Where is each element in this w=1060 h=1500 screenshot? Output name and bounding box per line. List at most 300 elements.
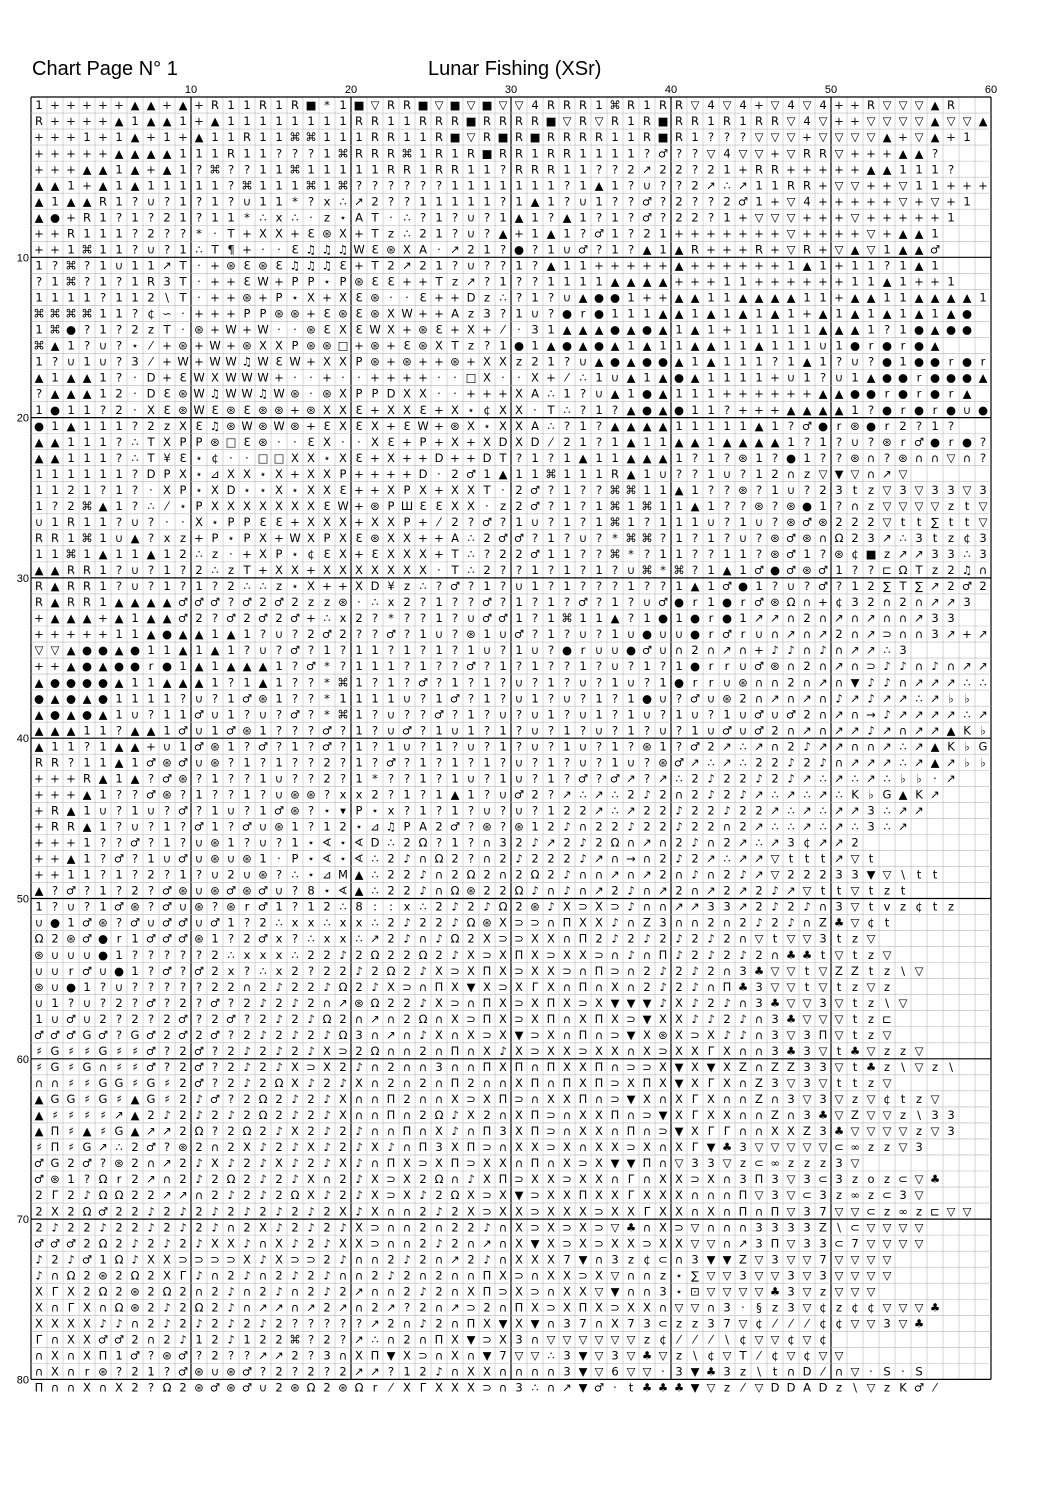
stitch-symbol: r (837, 419, 842, 433)
stitch-symbol: ? (484, 771, 490, 785)
stitch-symbol: 2 (483, 531, 490, 545)
stitch-symbol: ∩ (755, 1204, 763, 1218)
stitch-symbol: Ɛ (243, 403, 250, 417)
stitch-symbol: ▽ (867, 1268, 876, 1282)
stitch-symbol: 2 (227, 1044, 234, 1058)
stitch-symbol: ⊃ (466, 1092, 476, 1106)
stitch-symbol: 1 (99, 755, 106, 769)
stitch-symbol: ▲ (35, 739, 44, 753)
stitch-symbol: ∪ (195, 916, 203, 930)
stitch-symbol: ⊛ (306, 323, 316, 337)
stitch-symbol: ▲ (931, 755, 940, 769)
stitch-symbol: + (274, 531, 284, 545)
stitch-symbol: ? (308, 707, 314, 721)
stitch-symbol: t (917, 868, 922, 882)
stitch-symbol: ♪ (211, 1220, 218, 1234)
stitch-symbol: ▼ (707, 1140, 716, 1154)
stitch-symbol: 2 (99, 1012, 106, 1026)
stitch-symbol: t (821, 852, 826, 866)
stitch-symbol: Z (755, 1092, 763, 1106)
stitch-symbol: 2 (131, 1172, 138, 1186)
stitch-symbol: ? (228, 1028, 234, 1042)
stitch-symbol: 2 (179, 1300, 186, 1314)
stitch-symbol: 1 (547, 595, 554, 609)
stitch-symbol: 1 (803, 323, 810, 337)
stitch-symbol: X (451, 435, 459, 449)
stitch-symbol: ⊛ (290, 1381, 300, 1395)
stitch-symbol: z (836, 1188, 842, 1202)
stitch-symbol: ¢ (707, 1349, 714, 1363)
stitch-symbol: ♂ (258, 884, 268, 898)
stitch-symbol: ∪ (147, 916, 155, 930)
stitch-symbol: ∪ (211, 707, 219, 721)
stitch-symbol: + (434, 291, 444, 305)
stitch-symbol: K (851, 787, 859, 801)
stitch-symbol: ♪ (355, 1156, 362, 1170)
stitch-symbol: ¢ (867, 1300, 874, 1314)
stitch-symbol: ? (212, 1060, 218, 1074)
stitch-symbol: A (531, 387, 539, 401)
stitch-symbol: ? (772, 499, 778, 513)
stitch-symbol: X (275, 563, 283, 577)
stitch-symbol: ⌘ (609, 547, 621, 561)
stitch-symbol: ∴ (323, 916, 330, 930)
stitch-symbol: G (67, 1092, 76, 1106)
stitch-symbol: 1 (755, 355, 762, 369)
stitch-symbol: ▲ (51, 611, 60, 625)
stitch-symbol: r (917, 387, 922, 401)
stitch-symbol: 1 (531, 178, 538, 192)
stitch-symbol: ? (548, 739, 554, 753)
stitch-symbol: ▲ (915, 226, 924, 240)
stitch-symbol: ∴ (467, 531, 474, 545)
stitch-symbol: ▲ (659, 419, 668, 433)
stitch-symbol: ∴ (259, 579, 266, 593)
stitch-symbol: z (148, 323, 154, 337)
stitch-symbol: ● (130, 659, 140, 673)
stitch-symbol: 1 (675, 339, 682, 353)
stitch-symbol: ▲ (67, 611, 76, 625)
stitch-symbol: Ɛ (275, 515, 282, 529)
stitch-symbol: 1 (211, 210, 218, 224)
stitch-symbol: W (273, 419, 284, 433)
stitch-symbol: 2 (355, 948, 362, 962)
stitch-symbol: + (50, 130, 60, 144)
stitch-symbol: X (531, 1012, 539, 1026)
stitch-symbol: ♪ (323, 1236, 330, 1250)
stitch-symbol: ∩ (419, 1124, 427, 1138)
stitch-symbol: 1 (803, 291, 810, 305)
stitch-symbol: 2 (595, 836, 602, 850)
stitch-symbol: ∩ (787, 611, 795, 625)
stitch-symbol: ? (628, 595, 634, 609)
stitch-symbol: r (885, 419, 890, 433)
stitch-symbol: 1 (323, 162, 330, 176)
stitch-symbol: ▽ (611, 1332, 620, 1346)
stitch-symbol: W (337, 499, 348, 513)
stitch-symbol: + (194, 98, 204, 112)
stitch-symbol: ∩ (51, 1332, 59, 1346)
stitch-symbol: Π (387, 1156, 396, 1170)
stitch-symbol: ? (548, 691, 554, 705)
stitch-symbol: ▽ (883, 515, 892, 529)
stitch-symbol: + (50, 659, 60, 673)
stitch-symbol: R (35, 595, 43, 609)
stitch-symbol: + (210, 291, 220, 305)
stitch-symbol: ▲ (51, 723, 60, 737)
stitch-symbol: ↗ (306, 1300, 316, 1314)
stitch-symbol: Ω (35, 932, 44, 946)
stitch-symbol: ∩ (291, 1300, 299, 1314)
stitch-symbol: ♪ (675, 852, 682, 866)
stitch-symbol: X (371, 1188, 379, 1202)
stitch-symbol: ♪ (291, 1172, 298, 1186)
symbol-row (35, 1092, 940, 1106)
stitch-symbol: ▲ (67, 194, 76, 208)
stitch-symbol: P (372, 387, 379, 401)
stitch-symbol: ∩ (243, 1300, 251, 1314)
stitch-symbol: X (163, 483, 171, 497)
stitch-symbol: 3 (611, 1349, 618, 1363)
stitch-symbol: ⊛ (322, 387, 332, 401)
stitch-symbol: ♂ (162, 900, 172, 914)
stitch-symbol: ∩ (643, 852, 651, 866)
stitch-symbol: ? (116, 210, 122, 224)
stitch-symbol: ▲ (83, 691, 92, 705)
stitch-symbol: 2 (499, 852, 506, 866)
stitch-symbol: 2 (547, 820, 554, 834)
stitch-symbol: ? (596, 435, 602, 449)
stitch-symbol: ∩ (515, 1365, 523, 1379)
stitch-symbol: Π (451, 1156, 460, 1170)
stitch-symbol: ⊛ (802, 531, 812, 545)
stitch-symbol: X (643, 1092, 651, 1106)
stitch-symbol: ↗ (818, 836, 828, 850)
stitch-symbol: ♪ (483, 1220, 490, 1234)
stitch-symbol: ∴ (787, 820, 794, 834)
stitch-symbol: ∑ (691, 1268, 699, 1282)
stitch-symbol: ▲ (819, 307, 828, 321)
stitch-symbol: 3 (931, 1108, 938, 1122)
stitch-symbol: z (484, 291, 490, 305)
stitch-symbol: X (691, 1124, 699, 1138)
stitch-symbol: ▲ (611, 275, 620, 289)
stitch-symbol: ▲ (851, 291, 860, 305)
stitch-symbol: ? (628, 739, 634, 753)
stitch-symbol: ∪ (243, 194, 251, 208)
stitch-symbol: G (83, 1028, 92, 1042)
stitch-symbol: ? (548, 643, 554, 657)
stitch-symbol: ▲ (547, 258, 556, 272)
stitch-symbol: R (67, 595, 75, 609)
stitch-symbol: ∪ (611, 371, 619, 385)
stitch-symbol: ∩ (627, 836, 635, 850)
stitch-symbol: ⊛ (370, 355, 380, 369)
stitch-symbol: R (803, 146, 811, 160)
stitch-symbol: 1 (99, 900, 106, 914)
stitch-symbol: ? (612, 691, 618, 705)
stitch-symbol: Ɛ (323, 323, 330, 337)
stitch-symbol: 3 (323, 1349, 330, 1363)
stitch-symbol: r (901, 339, 906, 353)
stitch-symbol: ∩ (371, 1028, 379, 1042)
stitch-symbol: ♂ (194, 739, 204, 753)
stitch-symbol: ∪ (211, 1365, 219, 1379)
stitch-symbol: X (275, 467, 283, 481)
stitch-symbol: X (259, 226, 267, 240)
stitch-symbol: ▽ (867, 932, 876, 946)
stitch-symbol: 2 (627, 787, 634, 801)
stitch-symbol: ♂ (322, 627, 332, 641)
stitch-symbol: ♪ (259, 1156, 266, 1170)
stitch-symbol: t (773, 1365, 778, 1379)
stitch-symbol: · (229, 451, 233, 465)
stitch-symbol: X (547, 932, 555, 946)
stitch-symbol: ▲ (83, 371, 92, 385)
stitch-symbol: 2 (275, 611, 282, 625)
stitch-symbol: Ɛ (419, 499, 426, 513)
stitch-symbol: 1 (707, 419, 714, 433)
stitch-symbol: ∩ (499, 1236, 507, 1250)
stitch-symbol: Ω (515, 884, 524, 898)
stitch-symbol: ∪ (659, 627, 667, 641)
stitch-symbol: R (675, 114, 683, 128)
symbol-row (35, 996, 908, 1010)
symbol-row (35, 403, 988, 417)
stitch-symbol: + (194, 339, 204, 353)
stitch-symbol: ● (114, 964, 124, 978)
stitch-symbol: 3 (435, 1140, 442, 1154)
stitch-symbol: ? (724, 499, 730, 513)
stitch-symbol: ↗ (818, 739, 828, 753)
stitch-symbol: ? (308, 723, 314, 737)
stitch-symbol: ∩ (739, 932, 747, 946)
stitch-symbol: ⊃ (530, 916, 540, 930)
stitch-symbol: 1 (499, 659, 506, 673)
stitch-symbol: ? (724, 531, 730, 545)
stitch-symbol: + (402, 435, 412, 449)
stitch-symbol: ▲ (691, 323, 700, 337)
stitch-symbol: ⋆ (211, 515, 218, 529)
stitch-symbol: 1 (67, 339, 74, 353)
stitch-symbol: ∪ (771, 707, 779, 721)
stitch-symbol: ♯ (164, 1076, 170, 1090)
stitch-symbol: R (515, 130, 523, 144)
stitch-symbol: ? (452, 595, 458, 609)
stitch-symbol: z (180, 531, 186, 545)
stitch-symbol: + (146, 130, 156, 144)
stitch-symbol: 1 (963, 130, 970, 144)
stitch-symbol: ⋆ (339, 836, 346, 850)
stitch-symbol: ? (692, 467, 698, 481)
stitch-symbol: ⋆ (307, 868, 314, 882)
stitch-symbol: 3 (819, 1060, 826, 1074)
stitch-symbol: ▽ (803, 1284, 812, 1298)
stitch-symbol: 1 (291, 739, 298, 753)
stitch-symbol: 2 (755, 755, 762, 769)
stitch-symbol: ⊃ (626, 1060, 636, 1074)
stitch-symbol: 1 (851, 275, 858, 289)
stitch-symbol: ? (548, 307, 554, 321)
stitch-symbol: ♪ (515, 852, 522, 866)
stitch-symbol: P (228, 515, 235, 529)
stitch-symbol: · (501, 483, 505, 497)
stitch-symbol: 1 (131, 964, 138, 978)
stitch-symbol: ⊛ (722, 691, 732, 705)
stitch-symbol: ♪ (675, 948, 682, 962)
stitch-symbol: ▲ (51, 595, 60, 609)
stitch-symbol: ▲ (595, 355, 604, 369)
stitch-symbol: X (467, 1381, 475, 1395)
stitch-symbol: ♫ (306, 242, 316, 256)
stitch-symbol: ♪ (355, 1060, 362, 1074)
stitch-symbol: ⊃ (882, 627, 892, 641)
stitch-symbol: 3 (947, 611, 954, 625)
stitch-symbol: 2 (67, 1220, 74, 1234)
stitch-symbol: ▽ (787, 1349, 796, 1363)
stitch-symbol: ¢ (819, 1316, 826, 1330)
stitch-symbol: ∩ (419, 1092, 427, 1106)
stitch-symbol: ♂ (194, 707, 204, 721)
stitch-symbol: 1 (771, 483, 778, 497)
stitch-symbol: R (467, 146, 475, 160)
stitch-symbol: · (213, 226, 217, 240)
stitch-symbol: ? (500, 820, 506, 834)
stitch-symbol: 1 (627, 691, 634, 705)
stitch-symbol: ↗ (882, 723, 892, 737)
stitch-symbol: ? (340, 723, 346, 737)
stitch-symbol: ⊂ (754, 1156, 764, 1170)
stitch-symbol: 2 (275, 1028, 282, 1042)
stitch-symbol: ∩ (563, 1028, 571, 1042)
stitch-symbol: ↗ (770, 691, 780, 705)
stitch-symbol: ? (148, 836, 154, 850)
stitch-symbol: P (276, 547, 283, 561)
stitch-symbol: + (514, 226, 524, 240)
stitch-symbol: Ω (419, 836, 428, 850)
stitch-symbol: ? (836, 499, 842, 513)
stitch-symbol: ♯ (36, 1140, 42, 1154)
stitch-symbol: 1 (323, 178, 330, 192)
stitch-symbol: X (579, 1204, 587, 1218)
stitch-symbol: ● (850, 387, 860, 401)
stitch-symbol: X (515, 980, 523, 994)
stitch-symbol: ∩ (227, 1220, 235, 1234)
stitch-symbol: 1 (595, 611, 602, 625)
stitch-symbol: + (482, 323, 492, 337)
stitch-symbol: Ω (467, 916, 476, 930)
stitch-symbol: Ɛ (355, 403, 362, 417)
stitch-symbol: 1 (691, 355, 698, 369)
stitch-symbol: z (884, 1044, 890, 1058)
stitch-symbol: + (34, 627, 44, 641)
stitch-symbol: 1 (99, 723, 106, 737)
stitch-symbol: D (787, 1381, 796, 1395)
stitch-symbol: ∩ (691, 884, 699, 898)
stitch-symbol: ● (130, 643, 140, 657)
stitch-symbol: 1 (483, 162, 490, 176)
stitch-symbol: X (451, 1012, 459, 1026)
stitch-symbol: ? (820, 547, 826, 561)
stitch-symbol: ? (228, 932, 234, 946)
stitch-symbol: ? (308, 739, 314, 753)
stitch-symbol: ▽ (803, 1012, 812, 1026)
stitch-symbol: X (595, 1140, 603, 1154)
stitch-symbol: ↗ (482, 1236, 492, 1250)
stitch-symbol: ♯ (84, 1108, 90, 1122)
stitch-symbol: 1 (611, 627, 618, 641)
stitch-symbol: + (258, 563, 268, 577)
stitch-symbol: ? (500, 258, 506, 272)
stitch-symbol: 1 (451, 146, 458, 160)
stitch-symbol: ▽ (499, 98, 508, 112)
stitch-symbol: ▽ (867, 1108, 876, 1122)
stitch-symbol: ▲ (35, 371, 44, 385)
stitch-symbol: ▽ (899, 1236, 908, 1250)
stitch-symbol: · (485, 499, 489, 513)
stitch-symbol: + (226, 275, 236, 289)
stitch-symbol: + (418, 531, 428, 545)
stitch-symbol: + (370, 403, 380, 417)
stitch-symbol: 1 (147, 643, 154, 657)
stitch-symbol: 1 (83, 515, 90, 529)
stitch-symbol: ? (436, 178, 442, 192)
stitch-symbol: x (356, 916, 363, 930)
stitch-symbol: 4 (803, 194, 810, 208)
stitch-symbol: ⌘ (65, 258, 77, 272)
stitch-symbol: ∩ (627, 1108, 635, 1122)
stitch-symbol: ♪ (259, 1316, 266, 1330)
stitch-symbol: ♂ (258, 739, 268, 753)
stitch-symbol: ⊃ (546, 1108, 556, 1122)
stitch-symbol: 2 (211, 1188, 218, 1202)
stitch-symbol: ♪ (435, 1365, 442, 1379)
stitch-symbol: Ω (611, 836, 620, 850)
stitch-symbol: 1 (579, 659, 586, 673)
stitch-symbol: ? (116, 1028, 122, 1042)
stitch-symbol: T (146, 451, 155, 465)
stitch-symbol: A (531, 419, 539, 433)
stitch-symbol: ? (116, 275, 122, 289)
stitch-symbol: ∩ (355, 1012, 363, 1026)
stitch-symbol: ♪ (323, 1028, 330, 1042)
stitch-symbol: ∩ (707, 836, 715, 850)
stitch-symbol: 1 (179, 707, 186, 721)
stitch-symbol: ∪ (531, 643, 539, 657)
stitch-symbol: ▽ (691, 1300, 700, 1314)
stitch-symbol: ? (308, 1349, 314, 1363)
stitch-symbol: 1 (163, 723, 170, 737)
stitch-symbol: ▲ (227, 627, 236, 641)
stitch-symbol: v (884, 900, 891, 914)
stitch-symbol: ? (148, 1381, 154, 1395)
stitch-symbol: 1 (131, 627, 138, 641)
stitch-symbol: 1 (35, 258, 42, 272)
stitch-symbol: ? (36, 275, 42, 289)
stitch-symbol: r (741, 627, 746, 641)
stitch-symbol: ? (404, 707, 410, 721)
stitch-symbol: ⊃ (610, 1300, 620, 1314)
stitch-symbol: ⊛ (338, 307, 348, 321)
stitch-symbol: ∪ (387, 723, 395, 737)
stitch-symbol: 1 (595, 707, 602, 721)
stitch-symbol: 1 (963, 194, 970, 208)
stitch-symbol: R (83, 563, 91, 577)
stitch-symbol: P (260, 307, 267, 321)
stitch-symbol: ∩ (435, 1012, 443, 1026)
stitch-symbol: 1 (435, 210, 442, 224)
stitch-symbol: ⊛ (354, 996, 364, 1010)
